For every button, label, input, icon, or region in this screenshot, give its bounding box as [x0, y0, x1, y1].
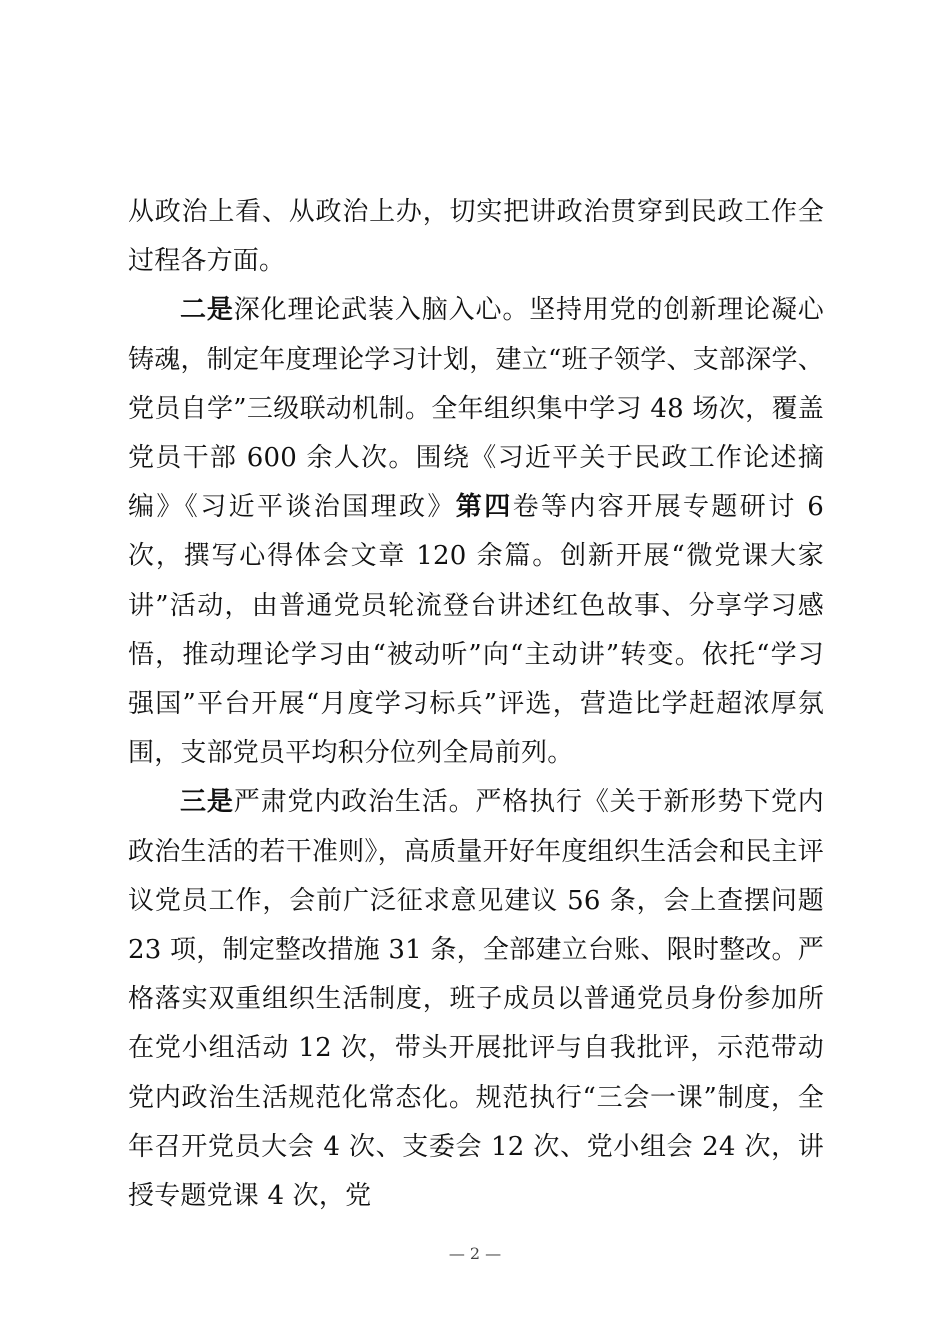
- paragraph-3-lead: 三是: [180, 787, 234, 818]
- paragraph-2-text-a: 深化理论武装入脑入心。坚持用党的创新理论凝心铸魂，制定年度理论学习计划，建立“班子领学、支部深学、党员自学”三级联动机制。全年组织集中学习 48 场次，覆盖党员干部 600 余人次。围绕《习近平关于民政工作论述摘编》《习近平谈治国理政》: [128, 295, 825, 523]
- paragraph-1: [128, 188, 824, 286]
- paragraph-2-text-b: 卷等内容开展专题研讨 6 次，撰写心得体会文章 120 余篇。创新开展“微党课大家讲”活动，由普通党员轮流登台讲述红色故事、分享学习感悟，推动理论学习由“被动听”向“主动讲”转变。依托“学习强国”平台开展“月度学习标兵”评选，营造比学赶超浓厚氛围，支部党员平均积分位列全局前列。: [128, 492, 825, 769]
- page-number: — 2 —: [448, 1244, 502, 1263]
- paragraph-2-lead: 二是: [180, 295, 234, 326]
- paragraph-3: [128, 778, 824, 1221]
- paragraph-2-emphasis: 第四: [455, 492, 513, 523]
- paragraph-2: [128, 286, 824, 778]
- paragraph-3-text: 严肃党内政治生活。严格执行《关于新形势下党内政治生活的若干准则》，高质量开好年度组织生活会和民主评议党员工作，会前广泛征求意见建议 56 条，会上查摆问题 23 项，制定整改措施 31 条，全部建立台账、限时整改。严格落实双重组织生活制度，班子成员以普通党员身份参加所在党小组活动 12 次，带头开展批评与自我批评，示范带动党内政治生活规范化常态化。规范执行“三会一课”制度，全年召开党员大会 4 次、支委会 12 次、党小组会 24 次，讲授专题党课 4 次，党: [128, 787, 825, 1212]
- document-body: [128, 188, 824, 1221]
- paragraph-1-text: 从政治上看、从政治上办，切实把讲政治贯穿到民政工作全过程各方面。: [128, 197, 824, 277]
